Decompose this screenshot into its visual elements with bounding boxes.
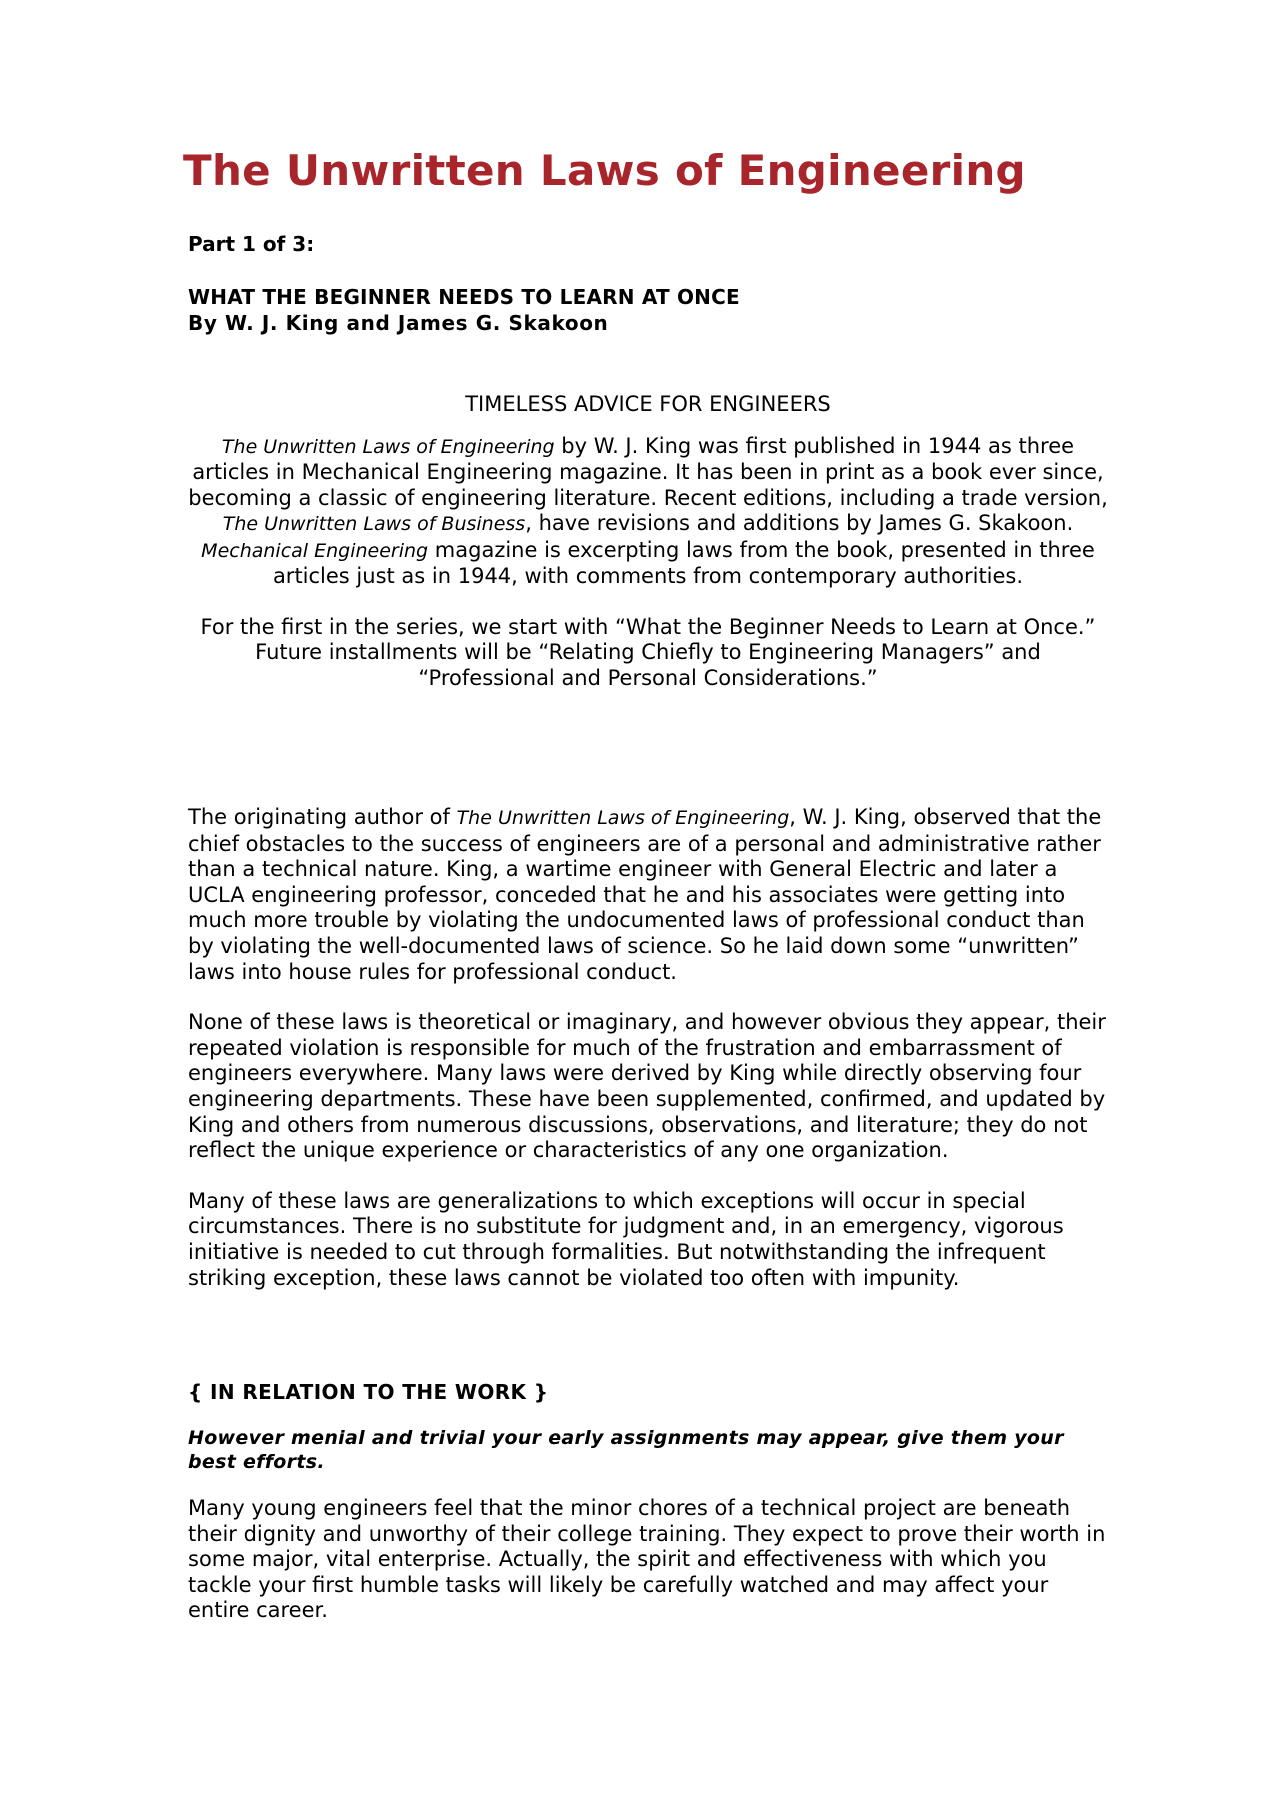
body-paragraph-3: Many of these laws are generalizations to which exceptions will occur in special circumstances. There is no substitute for judgment and, in an emergency, vigorous initiative is needed to cut through formalities. But notwithstanding the infrequent striking exception, these laws cannot be violated too often with impunity.: [188, 1188, 1064, 1290]
intro-paragraph-1: [188, 434, 1108, 590]
article-title: The Unwritten Laws of Engineering: [183, 146, 1026, 195]
trade-title-ref: The Unwritten Laws of Business: [222, 513, 526, 535]
intro-paragraph-2: For the first in the series, we start with “What the Beginner Needs to Learn at Once.” Future installments will be “Relating Chiefly to Engineering Managers” and “Professional and Personal Considerations.”: [200, 614, 1096, 690]
intro-section: [188, 392, 1108, 691]
intro-p1-text-3: magazine is excerpting laws from the book, presented in three articles just as in 1944, with comments from contemporary authorities.: [272, 537, 1095, 588]
intro-kicker: TIMELESS ADVICE FOR ENGINEERS: [465, 392, 831, 416]
book-title-ref: The Unwritten Laws of Engineering: [456, 807, 790, 829]
work-section: [188, 1380, 1108, 1624]
magazine-title-ref: Mechanical Engineering: [201, 539, 429, 562]
body-paragraph-2: None of these laws is theoretical or imaginary, and however obvious they appear, their repeated violation is responsible for much of the frustration and embarrassment of engineers everywhere. Many laws were derived by King while directly observing four engineering departments. These have been supplemented, confirmed, and updated by King and others from numerous discussions, observations, and literature; they do not reflect the unique experience or characteristics of any one organization.: [188, 1010, 1106, 1163]
body-p1-text-2: , W. J. King, observed that the chief obstacles to the success of engineers are of a personal and administrative rather than a technical nature. King, a wartime engineer with General Electric and later a UCLA engineering professor, conceded that he and his associates were getting into much more trouble by violating the undocumented laws of professional conduct than by violating the well-documented laws of science. So he laid down some “unwritten” laws into house rules for professional conduct.: [188, 805, 1102, 984]
intro-p1-text-1: by W. J. King was first published in 1944 as three articles in Mechanical Engineering magazine. It has been in print as a book ever since, becoming a classic of engineering literature. Recent editions, including a trade version,: [188, 433, 1108, 510]
byline-block: [188, 284, 1088, 336]
article-body: [188, 805, 1108, 1316]
law-explanation: Many young engineers feel that the minor chores of a technical project are beneath their dignity and unworthy of their college training. They expect to prove their worth in some major, vital enterprise. Actually, the spirit and effectiveness with which you tackle your first humble tasks will likely be carefully watched and may affect your entire career.: [188, 1496, 1106, 1623]
intro-p1-text-2: , have revisions and additions by James G. Skakoon.: [525, 511, 1074, 535]
part-label: Part 1 of 3:: [188, 232, 315, 256]
article-subtitle: WHAT THE BEGINNER NEEDS TO LEARN AT ONCE: [188, 285, 740, 309]
body-p1-text-1: The originating author of: [188, 805, 457, 829]
book-title-ref: The Unwritten Laws of Engineering: [221, 435, 555, 458]
law-statement: However menial and trivial your early assignments may appear, give them your best efforts.: [188, 1427, 1064, 1473]
body-paragraph-1: [188, 805, 1108, 985]
author-line: By W. J. King and James G. Skakoon: [188, 311, 609, 335]
section-heading: { IN RELATION TO THE WORK }: [188, 1380, 549, 1404]
